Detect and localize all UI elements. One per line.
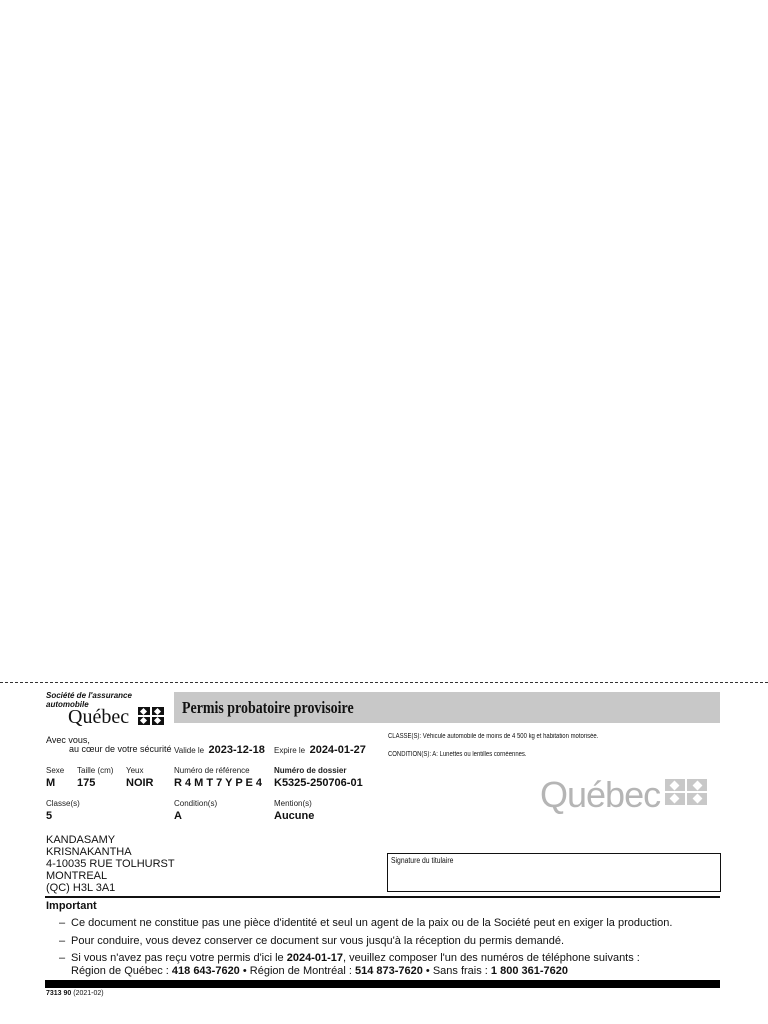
document-title: Permis probatoire provisoire	[182, 698, 354, 717]
perforation-line	[0, 682, 768, 683]
mention-label: Mention(s)	[274, 799, 312, 808]
bottom-bar	[45, 980, 720, 988]
condition-value: A	[174, 810, 182, 822]
eyes-label: Yeux	[126, 766, 144, 775]
address-line: KANDASAMY	[46, 834, 116, 846]
conditions-description: CONDITION(S): A: Lunettes ou lentilles cornéennes.	[388, 751, 527, 758]
important-heading: Important	[46, 900, 97, 912]
fleur-de-lis-flag-icon	[138, 707, 164, 730]
file-number-label: Numéro de dossier	[274, 766, 347, 775]
tagline-line1: Avec vous,	[46, 735, 90, 745]
deadline-date: 2024-01-17	[286, 952, 344, 964]
phone-toll-free: 1 800 361-7620	[490, 965, 568, 977]
address-line: KRISNAKANTHA	[46, 846, 132, 858]
expire-date-field	[274, 740, 366, 758]
sex-label: Sexe	[46, 766, 65, 775]
expire-value: 2024-01-27	[309, 744, 366, 756]
condition-label: Condition(s)	[174, 799, 218, 808]
class-value: 5	[46, 810, 53, 822]
bullet-dash: –	[59, 935, 66, 947]
address-line: (QC) H3L 3A1	[46, 882, 116, 894]
quebec-watermark	[540, 774, 707, 816]
bullet-dash: –	[59, 952, 66, 964]
quebec-logo-text: Québec	[68, 706, 130, 728]
reference-label: Numéro de référence	[174, 766, 250, 775]
mention-value: Aucune	[274, 810, 315, 822]
bullet-text: Pour conduire, vous devez conserver ce document sur vous jusqu'à la réception du permis demandé.	[71, 935, 565, 947]
bullet-text: Ce document ne constitue pas une pièce d'identité et seul un agent de la paix ou de la Société peut en exiger la production.	[71, 917, 673, 929]
sex-value: M	[46, 777, 56, 789]
phone-montreal: 514 873-7620	[354, 965, 423, 977]
valid-label: Valide le	[174, 746, 205, 755]
address-block	[46, 834, 175, 894]
height-value: 175	[77, 777, 96, 789]
height-label: Taille (cm)	[77, 766, 114, 775]
expire-label: Expire le	[274, 746, 306, 755]
form-number	[46, 990, 104, 997]
eyes-value: NOIR	[126, 777, 154, 789]
form-number-code: 7313 90	[46, 990, 72, 997]
reference-value: R 4 M T 7 Y P E 4	[174, 777, 263, 789]
bullet-dash: –	[59, 917, 66, 929]
form-version: (2021-02)	[73, 990, 104, 997]
agency-name-line2: automobile	[46, 700, 89, 709]
file-number-value: K5325-250706-01	[274, 777, 363, 789]
document-title-bar	[174, 692, 720, 723]
tagline-line2: au cœur de votre sécurité	[69, 744, 172, 754]
address-line: 4-10035 RUE TOLHURST	[46, 858, 175, 870]
watermark-flag-icon	[665, 779, 707, 805]
signature-label: Signature du titulaire	[391, 856, 454, 865]
bullet-text: Si vous n'avez pas reçu votre permis d'ici le 2024-01-17, veuillez composer l'un des numéros de téléphone suivants :	[71, 952, 640, 964]
section-divider	[45, 896, 720, 898]
address-line: MONTREAL	[46, 870, 108, 882]
agency-name-line1: Société de l'assurance	[46, 691, 132, 700]
valid-value: 2023-12-18	[208, 744, 265, 756]
valid-date-field	[174, 740, 265, 758]
classes-description: CLASSE(S): Véhicule automobile de moins de 4 500 kg et habitation motorisée.	[388, 733, 599, 740]
phone-numbers-line: Région de Québec : 418 643-7620 • Région de Montréal : 514 873-7620 • Sans frais : 1 800 361-7620	[71, 965, 568, 977]
class-label: Classe(s)	[46, 799, 80, 808]
signature-box[interactable]	[387, 853, 721, 892]
phone-quebec: 418 643-7620	[171, 965, 240, 977]
watermark-text: Québec	[540, 774, 661, 815]
